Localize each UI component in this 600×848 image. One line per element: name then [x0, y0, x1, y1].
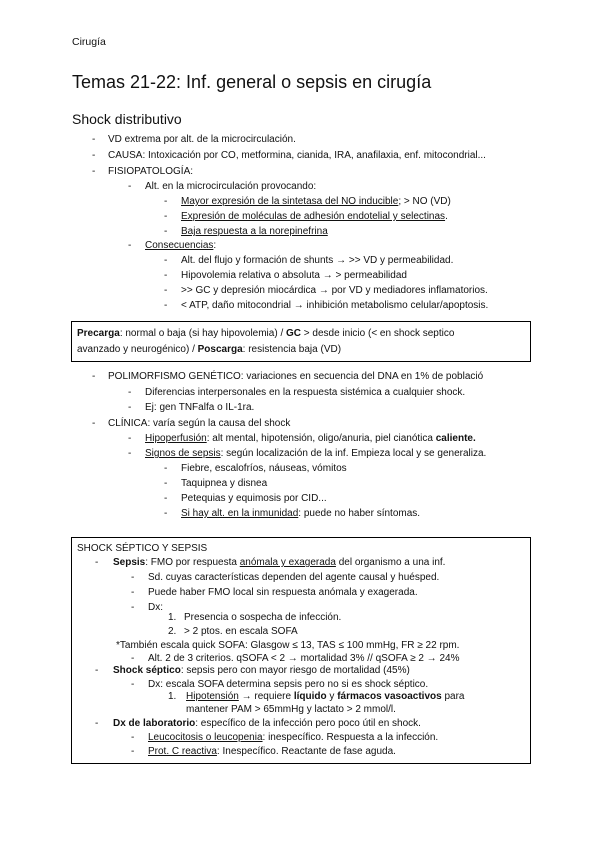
list-item: > 2 ptos. en escala SOFA: [184, 626, 298, 637]
list-item-rest: : puede no haber síntomas.: [298, 508, 421, 519]
note-quick-sofa: *También escala quick SOFA: Glasgow ≤ 13, TAS ≤ 100 mmHg, FR ≥ 22 rpm.: [116, 640, 460, 651]
list-item-underlined: Prot. C reactiva: [148, 746, 217, 757]
list-item: Diferencias interpersonales en la respuesta sistémica a cualquier shock.: [145, 387, 466, 398]
bullet-dash: -: [131, 587, 135, 598]
gc-label: GC: [286, 328, 301, 339]
list-item: Dx: escala SOFA determina sepsis pero no si es shock séptico.: [148, 679, 429, 690]
list-item: FISIOPATOLOGÍA:: [108, 166, 194, 177]
list-item: [181, 508, 420, 520]
bullet-dash: -: [164, 255, 168, 266]
bullet-dash: -: [164, 270, 168, 281]
list-item-bold: líquido: [293, 691, 327, 702]
list-item-underlined: Si hay alt. en la inmunidad: [181, 508, 299, 519]
bullet-dash: -: [95, 557, 99, 568]
list-item: CLÍNICA: varía según la causa del shock: [108, 418, 291, 429]
list-item-underlined: Leucocitosis o leucopenia: [148, 732, 263, 743]
list-item-rest: :: [213, 240, 217, 251]
list-item-rest: para: [441, 691, 465, 702]
list-item: [181, 226, 328, 238]
bullet-dash: -: [95, 718, 99, 729]
list-item: [113, 665, 410, 677]
list-item-rest: del organismo a una inf.: [335, 557, 446, 568]
list-item: [145, 240, 216, 252]
list-item-rest: ; > NO (VD): [398, 196, 451, 207]
list-item: Alt. del flujo y formación de shunts → >> VD y permeabilidad.: [181, 255, 454, 266]
list-item: [145, 448, 486, 460]
list-item: [186, 691, 465, 703]
bullet-dash: -: [128, 387, 132, 398]
list-item: Taquipnea y disnea: [181, 478, 268, 489]
list-item-rest: : específico de la infección pero poco útil en shock.: [195, 718, 421, 729]
box-line-2: [77, 344, 341, 356]
bullet-dash: -: [164, 211, 168, 222]
list-number: 1.: [168, 612, 177, 623]
bullet-dash: -: [131, 679, 135, 690]
list-item: VD extrema por alt. de la microcirculación.: [108, 134, 296, 145]
box-heading: SHOCK SÉPTICO Y SEPSIS: [77, 543, 208, 554]
bullet-dash: -: [131, 653, 135, 664]
bullet-dash: -: [95, 665, 99, 676]
bullet-dash: -: [164, 493, 168, 504]
list-item-rest: .: [445, 211, 448, 222]
list-item: Sd. cuyas características dependen del agente causal y huésped.: [148, 572, 440, 583]
box-text: : resistencia baja (VD): [242, 344, 342, 355]
list-item: CAUSA: Intoxicación por CO, metformina, cianida, IRA, anafilaxia, enf. mitocondrial...: [108, 150, 486, 161]
bullet-dash: -: [164, 463, 168, 474]
list-item: Puede haber FMO local sin respuesta anómala y exagerada.: [148, 587, 418, 598]
list-item: Fiebre, escalofríos, náuseas, vómitos: [181, 463, 347, 474]
list-item-underlined: Signos de sepsis: [145, 448, 221, 459]
list-item: Hipovolemia relativa o absoluta → > permeabilidad: [181, 270, 407, 281]
list-item: [113, 718, 421, 730]
list-item: Alt. 2 de 3 criterios. qSOFA < 2 → mortalidad 3% // qSOFA ≥ 2 → 24%: [148, 653, 460, 664]
list-number: 1.: [168, 691, 177, 702]
list-item: Dx:: [148, 602, 163, 613]
bullet-dash: -: [92, 418, 96, 429]
list-item: [181, 196, 451, 208]
bullet-dash: -: [92, 371, 96, 382]
box-text: > desde inicio (< en shock septico: [301, 328, 455, 339]
list-item: [113, 557, 445, 569]
list-item: [145, 433, 476, 445]
list-item-rest: : alt mental, hipotensión, oligo/anuria, piel cianótica: [206, 433, 436, 444]
page-title: Temas 21-22: Inf. general o sepsis en cirugía: [72, 72, 432, 92]
list-item: Ej: gen TNFalfa o IL-1ra.: [145, 402, 255, 413]
list-item: >> GC y depresión miocárdica → por VD y mediadores inflamatorios.: [181, 285, 488, 296]
list-item-underlined: Consecuencias: [145, 240, 214, 251]
bullet-dash: -: [128, 181, 132, 192]
list-item: [148, 732, 438, 744]
list-item: POLIMORFISMO GENÉTICO: variaciones en secuencia del DNA en 1% de població: [108, 371, 484, 382]
list-item-bold: caliente.: [435, 433, 476, 444]
poscarga-label: Poscarga: [197, 344, 243, 355]
list-item-rest: → requiere: [238, 691, 294, 702]
bullet-dash: -: [164, 285, 168, 296]
sepsis-label: Sepsis: [113, 557, 146, 568]
box-line-1: [77, 328, 454, 340]
bullet-dash: -: [128, 433, 132, 444]
bullet-dash: -: [131, 732, 135, 743]
list-item: Alt. en la microcirculación provocando:: [145, 181, 317, 192]
list-number: 2.: [168, 626, 177, 637]
bullet-dash: -: [131, 572, 135, 583]
list-item-rest: : según localización de la inf. Empieza local y se generaliza.: [220, 448, 487, 459]
document-header: Cirugía: [72, 36, 106, 48]
section-title-shock-distributivo: Shock distributivo: [72, 111, 182, 127]
bullet-dash: -: [128, 240, 132, 251]
list-item-underlined: Hipoperfusión: [145, 433, 207, 444]
bullet-dash: -: [164, 196, 168, 207]
list-item: [181, 211, 448, 223]
list-item: Presencia o sospecha de infección.: [184, 612, 342, 623]
list-item-rest: y: [326, 691, 338, 702]
bullet-dash: -: [92, 166, 96, 177]
list-item-underlined: Mayor expresión de la sintetasa del NO inducible: [181, 196, 399, 207]
bullet-dash: -: [164, 300, 168, 311]
list-item-rest: : sepsis pero con mayor riesgo de mortalidad (45%): [180, 665, 410, 676]
bullet-dash: -: [131, 746, 135, 757]
bullet-dash: -: [128, 448, 132, 459]
list-item: mantener PAM > 65mmHg y lactato > 2 mmol/l.: [186, 704, 396, 715]
bullet-dash: -: [92, 134, 96, 145]
precarga-label: Precarga: [77, 328, 120, 339]
bullet-dash: -: [164, 508, 168, 519]
list-item: [148, 746, 396, 758]
list-item: Petequias y equimosis por CID...: [181, 493, 327, 504]
list-item-rest: : inespecífico. Respuesta a la infección.: [262, 732, 439, 743]
list-item-bold: fármacos vasoactivos: [337, 691, 442, 702]
lab-label: Dx de laboratorio: [113, 718, 196, 729]
bullet-dash: -: [164, 478, 168, 489]
shock-septico-label: Shock séptico: [113, 665, 181, 676]
list-item-rest: : Inespecífico. Reactante de fase aguda.: [216, 746, 396, 757]
bullet-dash: -: [131, 602, 135, 613]
bullet-dash: -: [92, 150, 96, 161]
list-item-underlined: Hipotensión: [186, 691, 239, 702]
bullet-dash: -: [128, 402, 132, 413]
list-item-underlined: anómala y exagerada: [239, 557, 336, 568]
list-item: < ATP, daño mitocondrial → inhibición metabolismo celular/apoptosis.: [181, 300, 489, 311]
bullet-dash: -: [164, 226, 168, 237]
list-item-underlined: Baja respuesta a la norepinefrina: [181, 226, 328, 237]
box-text: : normal o baja (si hay hipovolemia) /: [119, 328, 286, 339]
list-item-rest: : FMO por respuesta: [145, 557, 240, 568]
list-item-underlined: Expresión de moléculas de adhesión endotelial y selectinas: [181, 211, 446, 222]
box-text: avanzado y neurogénico) /: [77, 344, 198, 355]
